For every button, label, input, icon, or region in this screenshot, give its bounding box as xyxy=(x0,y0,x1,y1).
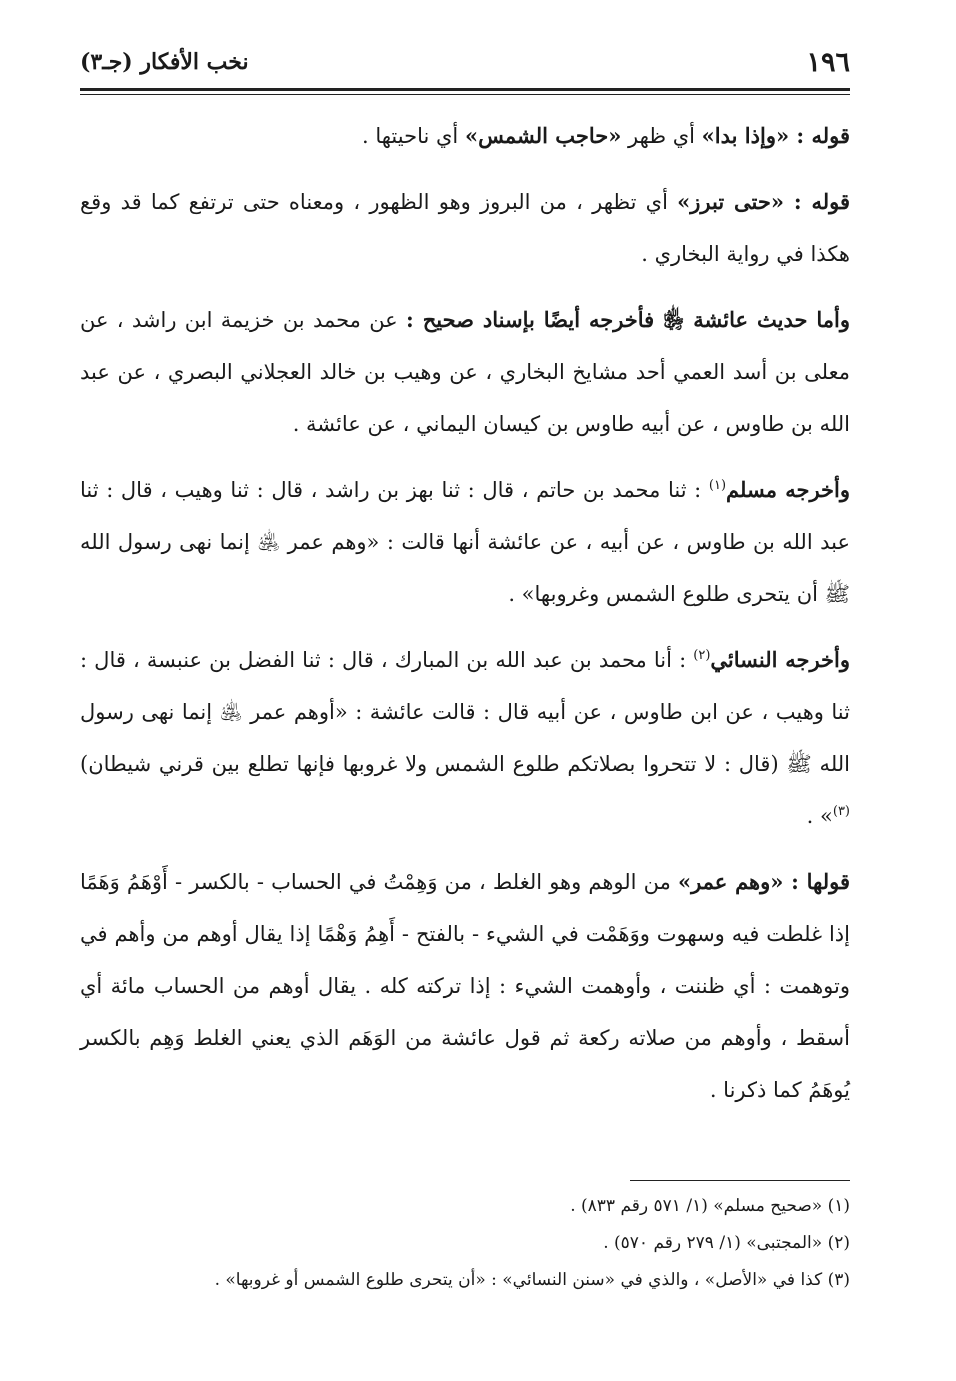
paragraph-text: أي ظهر xyxy=(621,124,702,148)
paragraph-text-rest: أي ناحيتها . xyxy=(361,124,465,148)
paragraph-4 xyxy=(80,464,850,620)
paragraph-text: : ثنا محمد بن حاتم ، قال : ثنا بهز بن راشد ، قال : ثنا وهيب ، قال : ثنا عبد الله بن طاوس ، عن أبيه ، عن عائشة أنها قالت : «وهم عمر ﵁ إنما نهى رسول الله ﷺ أن يتحرى طلوع الشمس وغروبها» . xyxy=(80,478,850,606)
footnotes xyxy=(80,1188,850,1299)
paragraph-lead: قولها : «وهم عمر» xyxy=(677,869,850,894)
paragraph-5 xyxy=(80,634,850,842)
paragraph-lead: قوله : «وإذا بدا» xyxy=(701,123,850,148)
page-header xyxy=(80,40,850,84)
footnote-3: (٣) كذا في «الأصل» ، والذي في «سنن النسائي» : «أن يتحرى طلوع الشمس أو غروبها» . xyxy=(214,1270,850,1290)
paragraph-1 xyxy=(80,110,850,162)
running-title: نخب الأفكار (جـ٣) xyxy=(80,49,249,75)
footnote-ref-3[interactable]: (٣) xyxy=(832,804,850,819)
paragraph-text-rest: » . xyxy=(806,804,833,828)
footnote-ref-2[interactable]: (٢) xyxy=(693,648,711,663)
footnote-2: (٢) «المجتبى» (١/ ٢٧٩ رقم ٥٧٠) . xyxy=(603,1233,850,1253)
paragraph-text: من الوهم وهو الغلط ، من وَهِمْتُ في الحساب - بالكسر - أَوْهَمُ وَهَمًا إذا غلطت فيه وسهوت ووَهَمْت في الشيء - بالفتح - أَهِمُ وَهْمًا إذا يقال أوهم من وأهم في وتوهمت : أي ظننت ، وأوهمت الشيء : إذا تركته كله . يقال أوهم من الحساب مائة أي أسقط ، وأوهم من صلاته ركعة ثم قول عائشة من الوَهَم الذي يعني الغلط وَهِم بالكسر يُوهَمُ كما ذكرنا . xyxy=(80,870,850,1102)
page-number: ١٩٦ xyxy=(806,46,850,78)
paragraph-lead: وأخرجه النسائي xyxy=(710,647,850,672)
header-rule xyxy=(80,88,850,95)
footnote-rule xyxy=(630,1180,850,1181)
main-text xyxy=(80,110,850,1130)
footnote-ref-1[interactable]: (١) xyxy=(708,478,727,493)
paragraph-lead: وأخرجه مسلم xyxy=(726,477,850,502)
paragraph-text: أي تظهر ، من البروز وهو الظهور ، ومعناه حتى ترتفع كما قد وقع هكذا في رواية البخاري . xyxy=(80,190,850,266)
paragraph-2 xyxy=(80,176,850,280)
paragraph-6 xyxy=(80,856,850,1116)
paragraph-text: : أنا محمد بن عبد الله بن المبارك ، قال : ثنا الفضل بن عنبسة ، قال : ثنا وهيب ، عن ابن طاوس ، عن أبيه قال : قالت عائشة : «أوهم عمر ﵁ إنما نهى رسول الله ﷺ (قال : لا تتحروا بصلاتكم طلوع الشمس ولا غروبها فإنها تطلع بين قرني شيطان) xyxy=(80,648,850,776)
paragraph-lead: وأما حديث عائشة ﵂ فأخرجه أيضًا بإسناد صحيح : xyxy=(406,307,850,332)
paragraph-lead: قوله : «حتى تبرز» xyxy=(677,189,850,214)
paragraph-emphasis: «حاجب الشمس» xyxy=(464,123,622,148)
paragraph-3 xyxy=(80,294,850,450)
paragraph-text: عن محمد بن خزيمة ابن راشد ، عن معلى بن أسد العمي أحد مشايخ البخاري ، عن وهيب بن خالد العجلاني البصري ، عن عبد الله بن طاوس ، عن أبيه طاوس بن كيسان اليماني ، عن عائشة . xyxy=(80,308,850,436)
footnote-1: (١) «صحيح مسلم» (١/ ٥٧١ رقم ٨٣٣) . xyxy=(570,1196,850,1216)
